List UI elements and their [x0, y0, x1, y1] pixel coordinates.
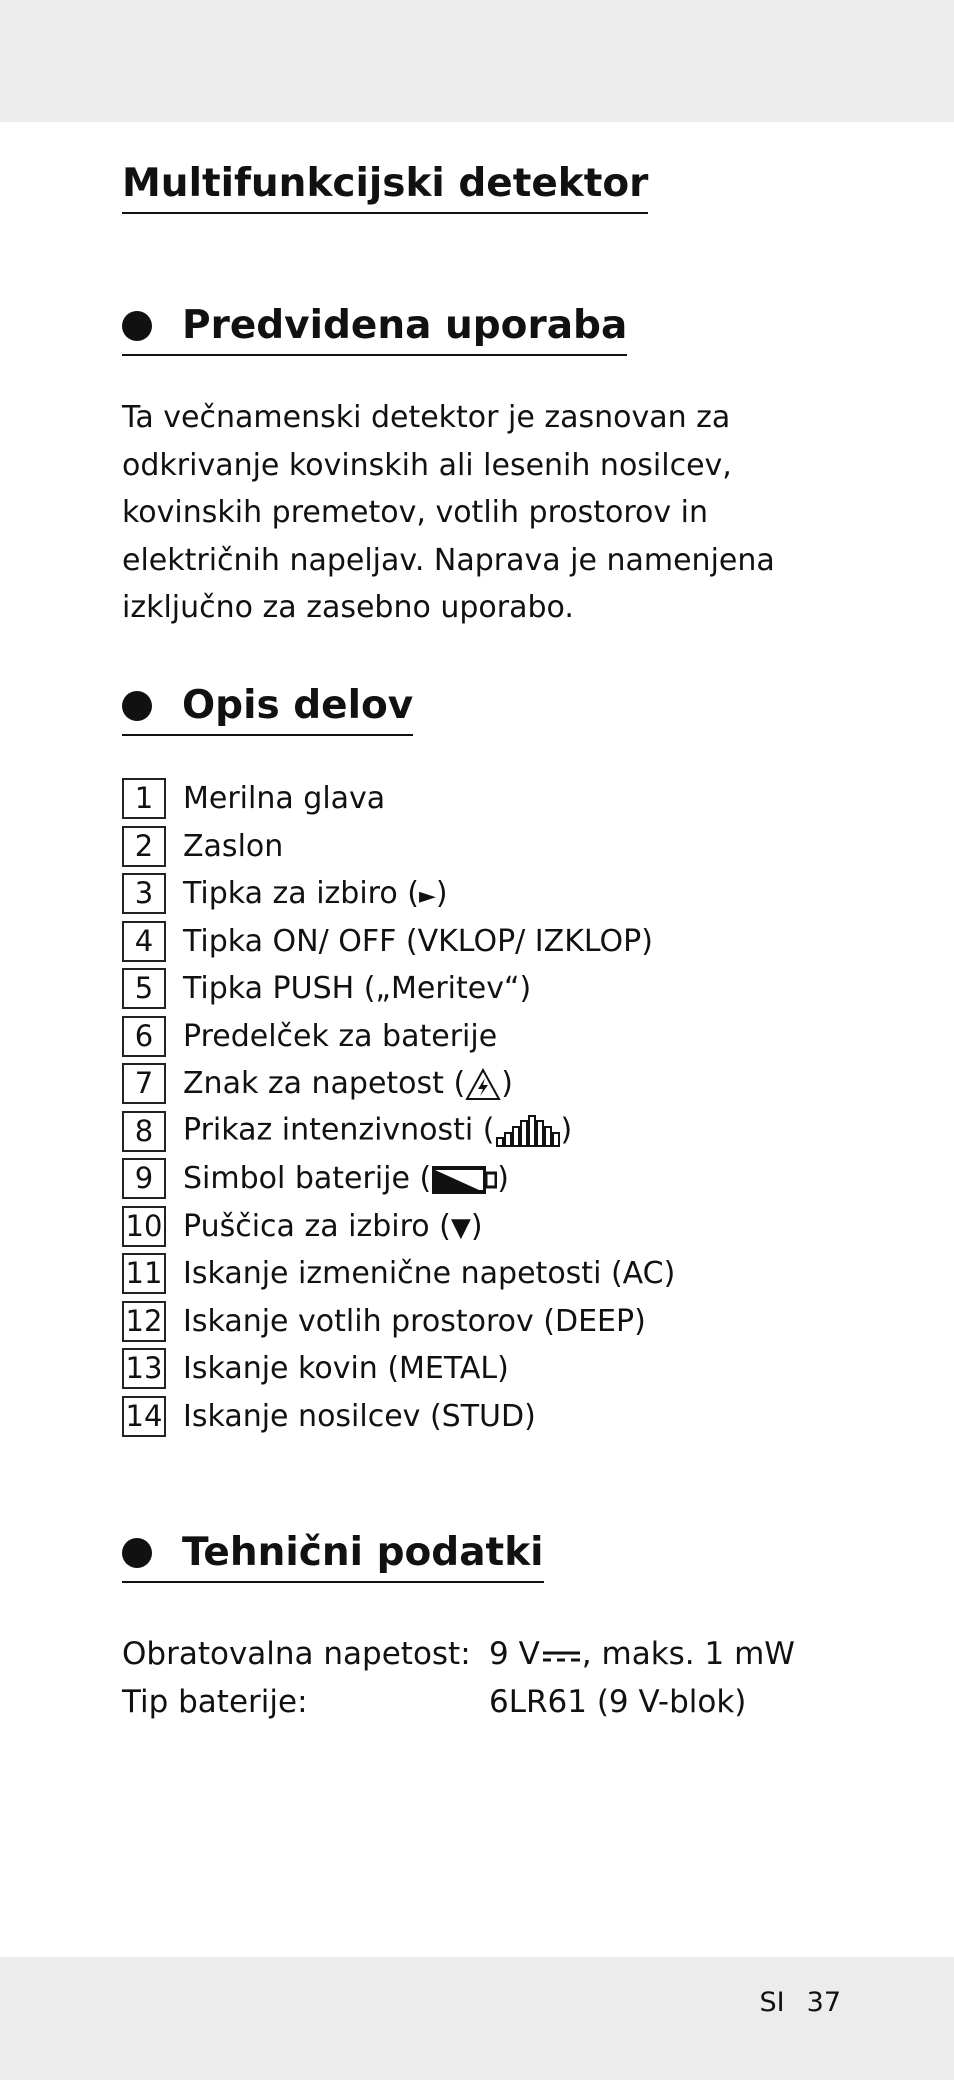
- part-number: 11: [122, 1253, 166, 1294]
- list-item: [122, 1060, 675, 1108]
- part-number: 12: [122, 1301, 166, 1342]
- section-heading-text: Predvidena uporaba: [182, 303, 628, 348]
- part-number: 8: [122, 1111, 166, 1152]
- intensity-bars-icon: [495, 1112, 561, 1150]
- list-item: [122, 1250, 675, 1298]
- section-heading-text: Tehnični podatki: [182, 1530, 544, 1575]
- specs-table: [122, 1630, 795, 1726]
- parts-list: [122, 775, 675, 1440]
- part-number: 3: [122, 873, 166, 914]
- part-label: Puščica za izbiro (: [183, 1208, 451, 1244]
- part-label-suffix: ): [560, 1112, 573, 1148]
- section-heading-parts: [122, 678, 413, 736]
- part-number: 10: [122, 1206, 166, 1247]
- part-label: Merilna glava: [183, 781, 386, 817]
- list-item: [122, 965, 675, 1013]
- bullet-icon: [122, 691, 152, 721]
- spec-value: 6LR61 (9 V-blok): [489, 1684, 747, 1720]
- part-label: Iskanje nosilcev (STUD): [183, 1398, 536, 1434]
- section-heading-text: Opis delov: [182, 683, 414, 728]
- battery-icon: [431, 1164, 497, 1196]
- part-label: Tipka ON/ OFF (VKLOP/ IZKLOP): [183, 923, 653, 959]
- part-number: 9: [122, 1158, 166, 1199]
- part-label: Tipka PUSH („Meritev“): [183, 971, 532, 1007]
- part-label: Predelček za baterije: [183, 1018, 498, 1054]
- list-item: [122, 1155, 675, 1203]
- spec-value-extra: , maks. 1 mW: [581, 1636, 795, 1672]
- part-number: 7: [122, 1063, 166, 1104]
- list-item: [122, 1298, 675, 1346]
- part-label-suffix: ): [501, 1066, 513, 1101]
- list-item: [122, 1203, 675, 1251]
- part-label: Iskanje izmenične napetosti (AC): [183, 1256, 676, 1292]
- table-row: [122, 1630, 795, 1678]
- part-label: Iskanje votlih prostorov (DEEP): [183, 1303, 646, 1339]
- spec-value: [489, 1630, 795, 1678]
- document-title: Multifunkcijski detektor: [122, 156, 648, 214]
- list-item: [122, 1345, 675, 1393]
- part-label-suffix: ): [435, 876, 448, 912]
- part-label: Iskanje kovin (METAL): [183, 1351, 509, 1387]
- list-item: [122, 1393, 675, 1441]
- dc-current-icon: [540, 1647, 582, 1665]
- list-item: [122, 1108, 675, 1156]
- part-number: 5: [122, 968, 166, 1009]
- part-number: 14: [122, 1396, 166, 1437]
- part-label: Simbol baterije (: [183, 1161, 432, 1197]
- page-footer: [738, 1987, 841, 2018]
- section-heading-intended-use: [122, 298, 627, 356]
- section-heading-specs: [122, 1525, 544, 1583]
- list-item: [122, 775, 675, 823]
- spec-label: Tip baterije:: [122, 1684, 308, 1720]
- intended-use-paragraph: Ta večnamenski detektor je zasnovan za odkrivanje kovinskih ali lesenih nosilcev, kovinskih premetov, votlih prostorov in električnih napeljav. Naprava je namenjena izključno za zasebno uporabo.: [122, 400, 775, 625]
- list-item: [122, 823, 675, 871]
- header-band: [0, 0, 954, 122]
- play-triangle-icon: ►: [418, 884, 436, 910]
- part-label: Prikaz intenzivnosti (: [183, 1112, 495, 1148]
- part-number: 4: [122, 921, 166, 962]
- bullet-icon: [122, 1538, 152, 1568]
- spec-label: Obratovalna napetost:: [122, 1636, 471, 1672]
- table-row: [122, 1678, 795, 1726]
- footer-band: [0, 1957, 954, 2080]
- language-code: SI: [759, 1987, 785, 2018]
- page-number: 37: [806, 1987, 841, 2018]
- part-label-suffix: ): [470, 1208, 483, 1244]
- part-number: 2: [122, 826, 166, 867]
- bullet-icon: [122, 311, 152, 341]
- spec-value-main: 9 V: [489, 1636, 540, 1672]
- list-item: [122, 918, 675, 966]
- part-label: Tipka za izbiro (: [183, 876, 419, 912]
- down-triangle-icon: ▼: [450, 1212, 471, 1243]
- part-label-suffix: ): [497, 1161, 509, 1197]
- part-number: 1: [122, 778, 166, 819]
- part-number: 13: [122, 1348, 166, 1389]
- part-label: Zaslon: [183, 828, 284, 864]
- part-number: 6: [122, 1016, 166, 1057]
- part-label: Znak za napetost (: [183, 1066, 466, 1101]
- list-item: [122, 1013, 675, 1061]
- voltage-warning-icon: [465, 1068, 501, 1102]
- list-item: [122, 870, 675, 918]
